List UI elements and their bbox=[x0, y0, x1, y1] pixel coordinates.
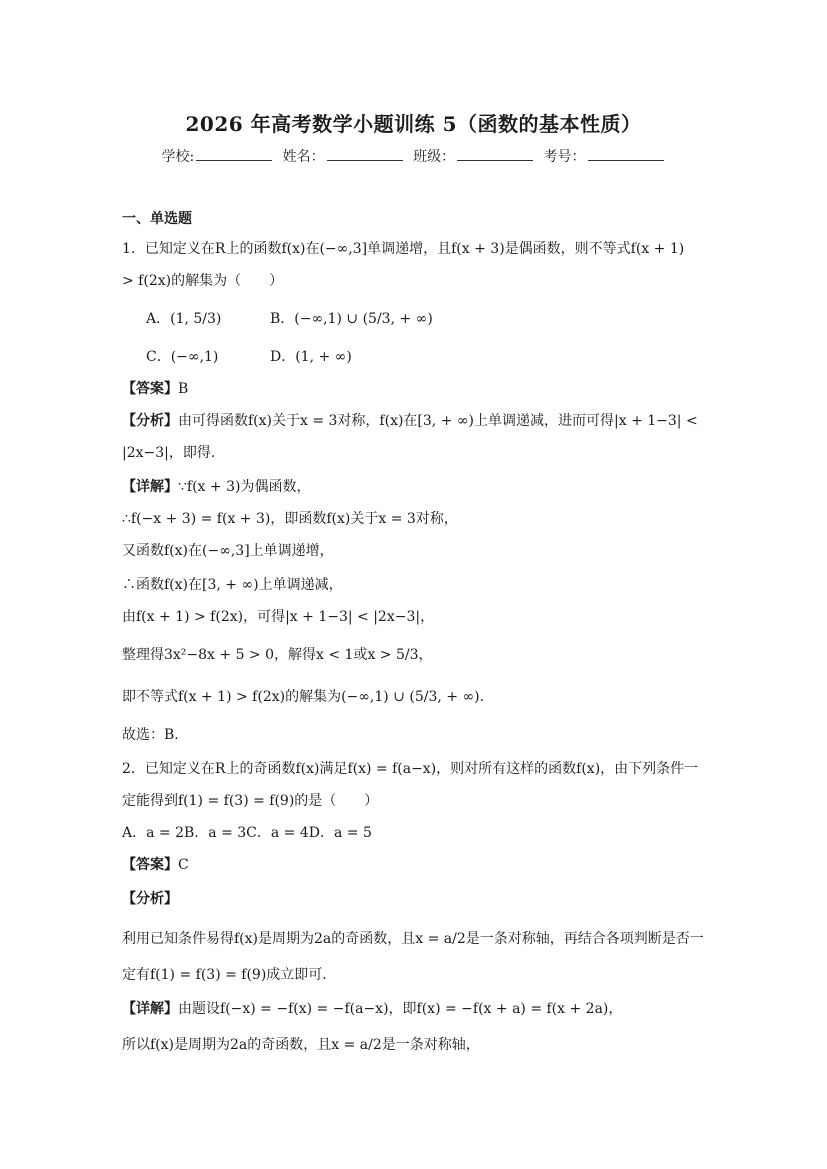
page-title: 2026 年高考数学小题训练 5（函数的基本性质） bbox=[185, 112, 642, 136]
q1-stem-line1: 1．已知定义在R上的函数f(x)在(−∞,3]单调递增，且f(x + 3)是偶函数，则不等式f(x + 1) bbox=[122, 241, 685, 257]
answer-label: 【答案】 bbox=[122, 857, 178, 873]
q2-options: A．a = 2B．a = 3C．a = 4D．a = 5 bbox=[122, 825, 372, 841]
q1-detail-line6: 整理得3x²−8x + 5 > 0，解得x < 1或x > 5/3， bbox=[122, 647, 433, 663]
section-heading: 一、单选题 bbox=[122, 211, 192, 227]
q1-option-c: C．(−∞,1) bbox=[146, 349, 219, 365]
analysis-label: 【分析】 bbox=[122, 413, 178, 429]
q1-detail-line7: 即不等式f(x + 1) > f(2x)的解集为(−∞,1) ∪ (5/3, + ∞). bbox=[122, 689, 485, 705]
q1-detail-line3: 又函数f(x)在(−∞,3]上单调递增， bbox=[122, 543, 334, 559]
q2-answer bbox=[122, 854, 189, 874]
class-blank[interactable] bbox=[457, 148, 533, 161]
q1-analysis-line2: |2x−3|，即得. bbox=[122, 445, 216, 461]
answer-value: C bbox=[178, 857, 189, 873]
q1-detail-line5: 由f(x + 1) > f(2x)，可得|x + 1−3| < |2x−3|， bbox=[122, 609, 435, 625]
q2-detail-line1 bbox=[122, 998, 622, 1018]
class-label: 班级： bbox=[413, 149, 456, 165]
q1-analysis-line1 bbox=[122, 410, 698, 430]
q2-analysis-line2: 定有f(1) = f(3) = f(9)成立即可. bbox=[122, 967, 327, 983]
q2-stem-line2: 定能得到f(1) = f(3) = f(9)的是（ ） bbox=[122, 793, 379, 809]
q1-detail-line1 bbox=[122, 476, 310, 496]
q1-detail-line8: 故选：B. bbox=[122, 727, 179, 743]
q1-option-d: D．(1, + ∞) bbox=[270, 349, 352, 365]
name-blank[interactable] bbox=[327, 148, 403, 161]
q1-detail-line2: ∴f(−x + 3) = f(x + 3)，即函数f(x)关于x = 3对称， bbox=[122, 511, 458, 527]
detail-label: 【详解】 bbox=[122, 479, 178, 495]
q1-detail-line4: ∴函数f(x)在[3, + ∞)上单调递减， bbox=[122, 577, 343, 593]
student-info-row bbox=[0, 146, 827, 166]
q1-option-b: B．(−∞,1) ∪ (5/3, + ∞) bbox=[270, 311, 433, 327]
detail-text: ∵f(x + 3)为偶函数， bbox=[178, 479, 311, 495]
q1-stem-line2: > f(2x)的解集为（ ） bbox=[122, 273, 284, 289]
q1-answer bbox=[122, 378, 188, 398]
answer-value: B bbox=[178, 381, 189, 397]
school-label: 学校: bbox=[161, 149, 195, 165]
name-label: 姓名： bbox=[282, 149, 325, 165]
q2-detail-line2: 所以f(x)是周期为2a的奇函数，且x = a/2是一条对称轴， bbox=[122, 1037, 480, 1053]
exam-number-blank[interactable] bbox=[588, 148, 664, 161]
q2-stem-line1: 2．已知定义在R上的奇函数f(x)满足f(x) = f(a−x)，则对所有这样的函数f(x)，由下列条件一 bbox=[122, 761, 699, 777]
q2-analysis-label: 【分析】 bbox=[122, 891, 178, 907]
q2-analysis-line1: 利用已知条件易得f(x)是周期为2a的奇函数，且x = a/2是一条对称轴，再结合各项判断是否一 bbox=[122, 931, 704, 947]
detail-label: 【详解】 bbox=[122, 1001, 178, 1017]
exam-number-label: 考号： bbox=[543, 149, 586, 165]
answer-label: 【答案】 bbox=[122, 381, 178, 397]
q1-option-a: A．(1, 5/3) bbox=[146, 311, 222, 327]
detail-text: 由题设f(−x) = −f(x) = −f(a−x)，即f(x) = −f(x + a) = f(x + 2a)， bbox=[178, 1001, 623, 1017]
analysis-text: 由可得函数f(x)关于x = 3对称，f(x)在[3, + ∞)上单调递减，进而可得|x + 1−3| < bbox=[178, 413, 698, 429]
school-blank[interactable] bbox=[196, 148, 272, 161]
